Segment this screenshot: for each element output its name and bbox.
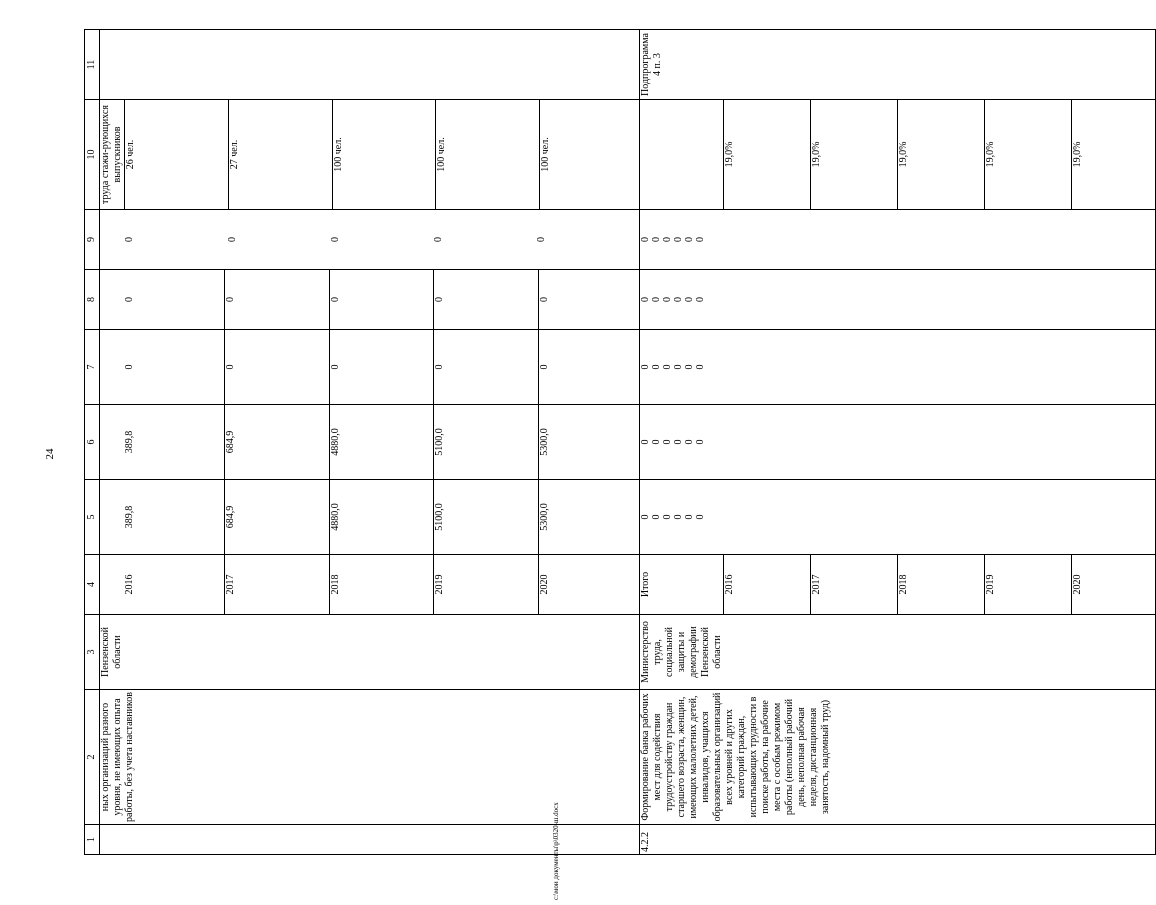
value-cell: 0 bbox=[684, 297, 695, 302]
local-values bbox=[640, 270, 706, 329]
value-cell: 19,0% bbox=[985, 100, 1072, 209]
value-cell: 0 bbox=[640, 237, 651, 242]
value-cell: 0 bbox=[539, 364, 551, 370]
year-cell: 2016 bbox=[124, 555, 224, 614]
year-cell: 2020 bbox=[539, 574, 551, 595]
col-header-10: 10 bbox=[85, 100, 100, 210]
value-cell bbox=[640, 100, 723, 209]
value-cell: 0 bbox=[695, 364, 706, 370]
header-row bbox=[85, 30, 100, 855]
value-cell: 0 bbox=[640, 439, 651, 445]
value-cell: 389,8 bbox=[124, 480, 224, 554]
value-cell: 0 bbox=[640, 297, 651, 302]
value-cell: 27 чел. bbox=[228, 100, 332, 209]
col-header-9: 9 bbox=[85, 210, 100, 270]
value-cell: 0 bbox=[651, 439, 662, 445]
value-cell: 100 чел. bbox=[436, 100, 540, 209]
value-cell: 19,0% bbox=[897, 100, 984, 209]
measure-description: Формирование банка рабочих мест для содействия трудоустройству граждан старшего возраста, женщин, имеющих малолетних детей, инвалидов, учащихся образовательных организаций всех уровней и других категорий граждан, испытывающих трудности в поиске работы, на рабочие места с особым режимом работы (неполный рабочий день, неполная рабочая неделя, дистанционная занятость, надомный труд) bbox=[640, 690, 1156, 825]
executor: Министерство труда, социальной защиты и демографии Пензенской области bbox=[640, 615, 1156, 690]
footer-file-path: c:\мои документы\р\0320-ш.docx bbox=[552, 802, 560, 900]
value-cell: 100 чел. bbox=[540, 137, 551, 172]
subprogram-reference: Подпрограмма 4 п. 3 bbox=[640, 30, 1156, 100]
value-cell: 0 bbox=[539, 297, 551, 302]
indicator-values bbox=[640, 100, 1155, 209]
col-header-6: 6 bbox=[85, 405, 100, 480]
col-header-5: 5 bbox=[85, 480, 100, 555]
value-cell: 0 bbox=[330, 237, 341, 242]
value-cell: 19,0% bbox=[1072, 141, 1084, 168]
value-cell: 0 bbox=[640, 514, 651, 520]
value-cell: 0 bbox=[640, 364, 651, 370]
year-cell: 2019 bbox=[434, 555, 539, 614]
value-cell: 100 чел. bbox=[332, 100, 436, 209]
col-header-4: 4 bbox=[85, 555, 100, 615]
value-cell: 0 bbox=[433, 237, 444, 242]
value-cell: 0 bbox=[673, 439, 684, 445]
other-values bbox=[640, 210, 706, 269]
value-cell: 0 bbox=[673, 364, 684, 370]
program-table bbox=[84, 29, 1156, 855]
total-values bbox=[124, 480, 639, 554]
col-header-3: 3 bbox=[85, 615, 100, 690]
rotated-table-container bbox=[84, 30, 1084, 855]
value-cell: 0 bbox=[536, 237, 547, 242]
value-cell: 0 bbox=[673, 514, 684, 520]
col-header-2: 2 bbox=[85, 690, 100, 825]
value-cell: 0 bbox=[662, 237, 673, 242]
value-cell: 0 bbox=[124, 237, 135, 242]
year-cell: 2016 bbox=[723, 555, 810, 614]
value-cell: 5300,0 bbox=[539, 503, 551, 531]
value-cell: 0 bbox=[224, 270, 329, 329]
local-values bbox=[124, 270, 639, 329]
page-number: 24 bbox=[44, 448, 56, 460]
value-cell: 0 bbox=[684, 439, 695, 445]
col-header-11: 11 bbox=[85, 30, 100, 100]
executor: Пензенской области bbox=[100, 615, 640, 690]
value-cell: 0 bbox=[662, 297, 673, 302]
value-cell: 19,0% bbox=[723, 100, 810, 209]
value-cell: 389,8 bbox=[124, 405, 224, 479]
value-cell: 0 bbox=[684, 237, 695, 242]
value-cell: 5300,0 bbox=[539, 428, 551, 456]
table-row-4-2-2 bbox=[640, 30, 1156, 855]
total-values bbox=[640, 480, 706, 554]
item-number: 4.2.2 bbox=[640, 825, 1156, 855]
federal-values bbox=[640, 330, 706, 404]
value-cell: 684,9 bbox=[224, 480, 329, 554]
value-cell: 0 bbox=[124, 270, 224, 329]
value-cell: 0 bbox=[224, 330, 329, 404]
year-cell: Итого bbox=[640, 555, 723, 614]
value-cell: 0 bbox=[662, 364, 673, 370]
year-cell: 2017 bbox=[224, 555, 329, 614]
value-cell: 0 bbox=[673, 297, 684, 302]
value-cell: 0 bbox=[695, 237, 706, 242]
value-cell: 0 bbox=[434, 270, 539, 329]
indicator-values bbox=[124, 100, 639, 209]
year-cell: 2017 bbox=[810, 555, 897, 614]
other-values bbox=[124, 210, 639, 269]
value-cell: 0 bbox=[673, 237, 684, 242]
value-cell: 4880,0 bbox=[329, 480, 434, 554]
years-list bbox=[124, 555, 639, 614]
regional-values bbox=[640, 405, 706, 479]
value-cell: 0 bbox=[662, 514, 673, 520]
year-cell: 2018 bbox=[897, 555, 984, 614]
year-cell: 2018 bbox=[329, 555, 434, 614]
value-cell: 5100,0 bbox=[434, 405, 539, 479]
value-cell: 0 bbox=[695, 514, 706, 520]
col-header-8: 8 bbox=[85, 270, 100, 330]
federal-values bbox=[124, 330, 639, 404]
col-header-7: 7 bbox=[85, 330, 100, 405]
value-cell: 0 bbox=[227, 237, 238, 242]
value-cell: 0 bbox=[662, 439, 673, 445]
value-cell: 5100,0 bbox=[434, 480, 539, 554]
value-cell: 0 bbox=[684, 514, 695, 520]
value-cell: 0 bbox=[684, 364, 695, 370]
value-cell: 26 чел. bbox=[125, 100, 229, 209]
value-cell: 0 bbox=[434, 330, 539, 404]
value-cell: 0 bbox=[329, 330, 434, 404]
regional-values bbox=[124, 405, 639, 479]
value-cell: 0 bbox=[329, 270, 434, 329]
value-cell: 0 bbox=[651, 237, 662, 242]
value-cell: 0 bbox=[651, 364, 662, 370]
value-cell: 0 bbox=[651, 297, 662, 302]
year-cell: 2019 bbox=[985, 555, 1072, 614]
value-cell: 0 bbox=[651, 514, 662, 520]
indicator-description: труда стажи-рующихся выпускников bbox=[100, 105, 123, 204]
measure-description: ных организаций разного уровня, не имеющих опыта работы, без учета наставников bbox=[100, 690, 640, 825]
year-cell: 2020 bbox=[1072, 574, 1084, 595]
value-cell: 0 bbox=[695, 297, 706, 302]
years-list bbox=[640, 555, 1155, 614]
value-cell: 4880,0 bbox=[329, 405, 434, 479]
value-cell: 0 bbox=[124, 330, 224, 404]
table-row-continuation bbox=[100, 30, 640, 855]
value-cell: 684,9 bbox=[224, 405, 329, 479]
col-header-1: 1 bbox=[85, 825, 100, 855]
value-cell: 0 bbox=[695, 439, 706, 445]
value-cell: 19,0% bbox=[810, 100, 897, 209]
